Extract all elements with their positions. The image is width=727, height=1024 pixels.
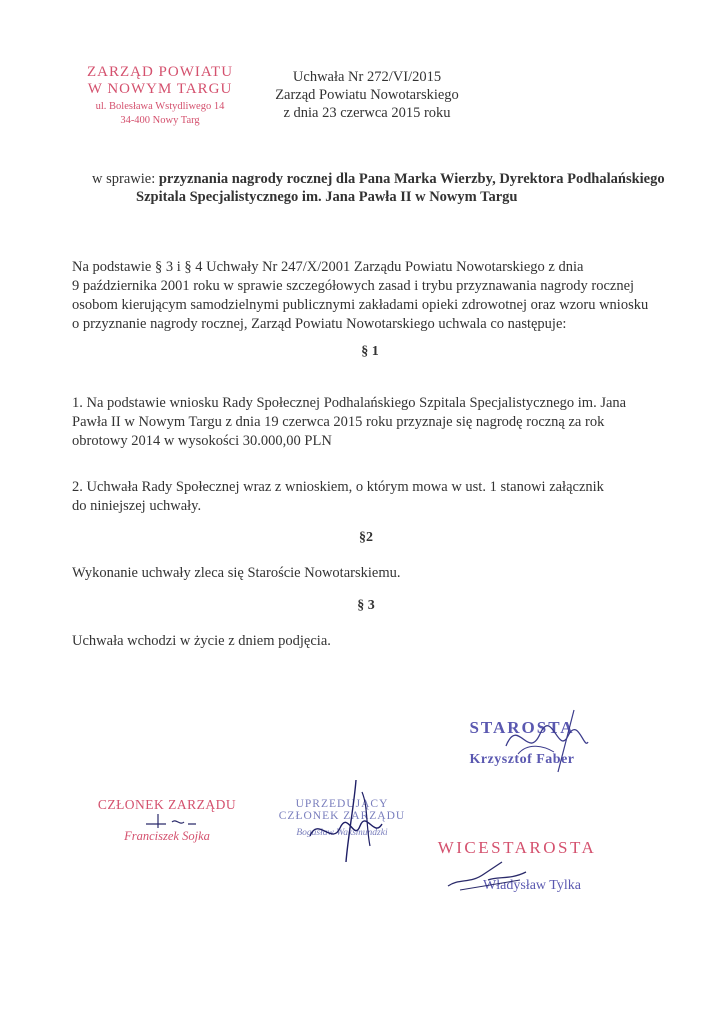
resolution-date: z dnia 23 czerwca 2015 roku — [283, 105, 451, 121]
section-3-text: Uchwała wchodzi w życie z dniem podjęcia. — [72, 633, 331, 649]
preamble-line-1: Na podstawie § 3 i § 4 Uchwały Nr 247/X/2001 Zarządu Powiatu Nowotarskiego z dnia — [72, 259, 584, 275]
czlonek2-signature-block — [262, 798, 422, 838]
resolution-number: Uchwała Nr 272/VI/2015 — [292, 69, 442, 85]
subject-title-2: Szpitala Specjalistycznego im. Jana Pawła II w Nowym Targu — [136, 189, 518, 205]
subject-line-1 — [92, 170, 692, 188]
starosta-title: STAROSTA — [469, 718, 575, 737]
subject-title-1: przyznania nagrody rocznej dla Pana Marka Wierzby, Dyrektora Podhalańskiego — [158, 171, 665, 187]
starosta-signature-block — [452, 718, 592, 768]
section-1-paragraph-2 — [72, 478, 672, 516]
s1-p1-line-1: 1. Na podstawie wniosku Rady Społecznej Podhalańskiego Szpitala Specjalistycznego im. Jana — [72, 395, 627, 411]
subject-prefix: w sprawie: — [92, 171, 156, 187]
section-2-text: Wykonanie uchwały zleca się Staroście Nowotarskiemu. — [72, 565, 401, 581]
czlonek-name: Franciszek Sojka — [124, 829, 210, 843]
organization-stamp — [70, 64, 250, 128]
czlonek2-name: Bogusław Waksmundzki — [296, 828, 388, 838]
stamp-line-3: ul. Bolesława Wstydliwego 14 — [95, 101, 225, 112]
resolution-issuer: Zarząd Powiatu Nowotarskiego — [275, 87, 459, 103]
preamble — [72, 258, 672, 334]
resolution-header — [262, 68, 472, 122]
stamp-line-2: W NOWYM TARGU — [87, 81, 233, 97]
czlonek2-title-1: UPRZEDUJĄCY — [295, 798, 389, 810]
section-1-paragraph-1 — [72, 394, 672, 451]
subject-line-2 — [136, 188, 696, 206]
s1-p2-line-2: do niniejszej uchwały. — [72, 498, 202, 514]
czlonek-signature-block — [92, 797, 242, 844]
s1-p1-line-2: Pawła II w Nowym Targu z dnia 19 czerwca 2015 roku przyznaje się nagrodę roczną za rok — [72, 414, 605, 430]
czlonek-title: CZŁONEK ZARZĄDU — [97, 797, 237, 812]
section-2-heading: §2 — [359, 530, 373, 545]
section-1-heading: § 1 — [361, 344, 379, 359]
stamp-line-4: 34-400 Nowy Targ — [120, 115, 200, 126]
starosta-name: Krzysztof Faber — [469, 752, 575, 767]
stamp-line-1: ZARZĄD POWIATU — [86, 64, 234, 80]
s1-p1-line-3: obrotowy 2014 w wysokości 30.000,00 PLN — [72, 433, 332, 449]
wicestarosta-signature-block — [432, 838, 602, 894]
preamble-line-3: osobom kierującym samodzielnymi publicznymi zakładami opieki zdrowotnej oraz wzoru wniosku — [72, 297, 649, 313]
s1-p2-line-1: 2. Uchwała Rady Społecznej wraz z wnioskiem, o którym mowa w ust. 1 stanowi załącznik — [72, 479, 604, 495]
section-3-heading: § 3 — [357, 598, 375, 613]
wicestarosta-title: WICESTAROSTA — [437, 838, 597, 857]
wicestarosta-name: Władysław Tylka — [483, 878, 581, 893]
preamble-line-2: 9 października 2001 roku w sprawie szczegółowych zasad i trybu przyznawania nagrody rocznej — [72, 278, 635, 294]
preamble-line-4: o przyznanie nagrody rocznej, Zarząd Powiatu Nowotarskiego uchwala co następuje: — [72, 316, 567, 332]
czlonek2-title-2: CZŁONEK ZARZĄDU — [278, 810, 406, 822]
